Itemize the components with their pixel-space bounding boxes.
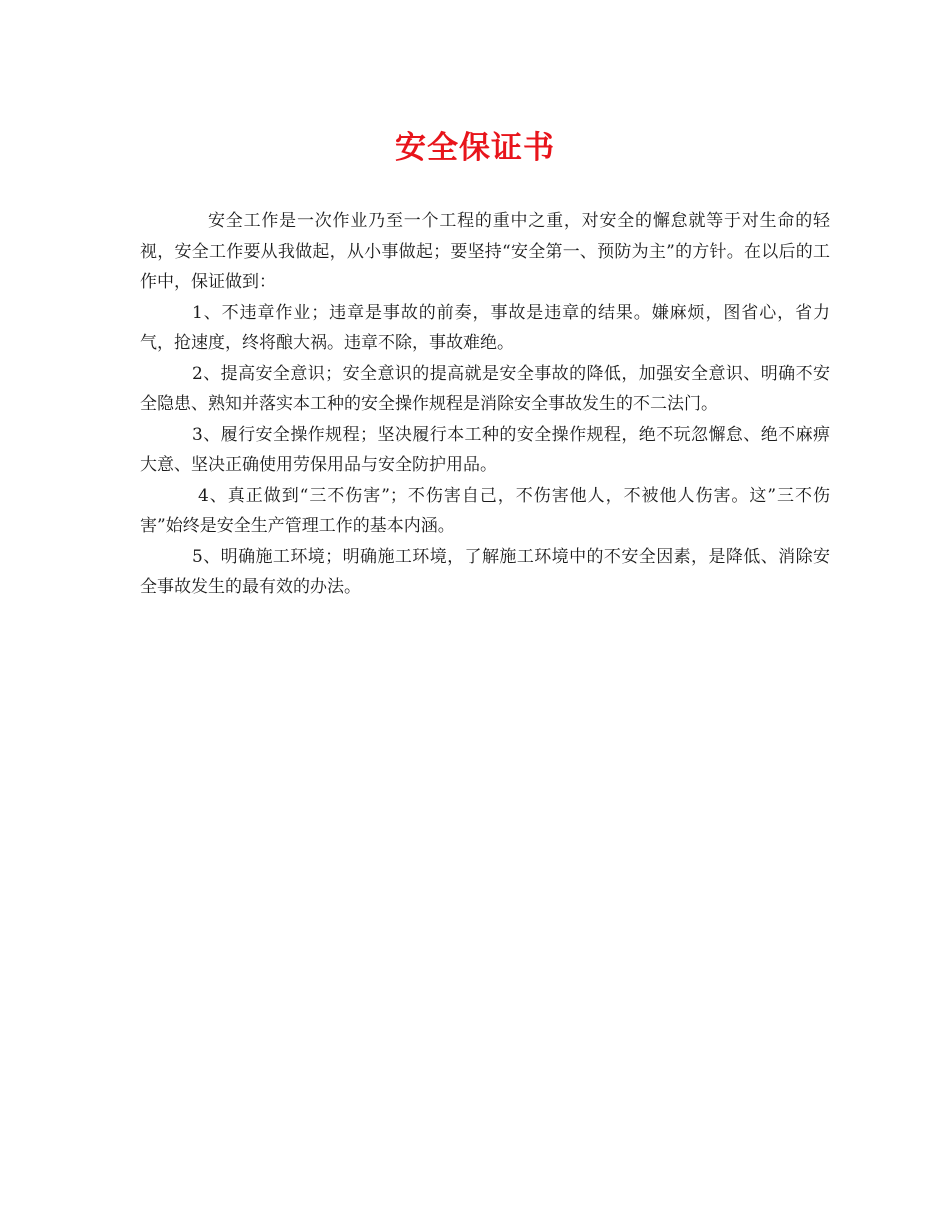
item-1-paragraph: 1、不违章作业；违章是事故的前奏，事故是违章的结果。嫌麻烦，图省心，省力气，抢速度，终将酿大祸。违章不除，事故难绝。 bbox=[140, 302, 830, 353]
item-3-paragraph: 3、履行安全操作规程；坚决履行本工种的安全操作规程，绝不玩忽懈怠、绝不麻痹大意、坚决正确使用劳保用品与安全防护用品。 bbox=[140, 424, 830, 475]
item-5-paragraph: 5、明确施工环境；明确施工环境，了解施工环境中的不安全因素，是降低、消除安全事故发生的最有效的办法。 bbox=[140, 546, 830, 597]
document-body bbox=[140, 206, 830, 603]
item-4-paragraph: 4、真正做到“三不伤害”；不伤害自己，不伤害他人，不被他人伤害。这”三不伤害”始终是安全生产管理工作的基本内涵。 bbox=[140, 485, 830, 536]
intro-paragraph: 安全工作是一次作业乃至一个工程的重中之重，对安全的懈怠就等于对生命的轻视，安全工作要从我做起，从小事做起；要坚持“安全第一、预防为主”的方针。在以后的工作中，保证做到： bbox=[140, 211, 830, 292]
document-title: 安全保证书 bbox=[395, 130, 555, 166]
item-2-paragraph: 2、提高安全意识；安全意识的提高就是安全事故的降低，加强安全意识、明确不安全隐患、熟知并落实本工种的安全操作规程是消除安全事故发生的不二法门。 bbox=[140, 363, 830, 414]
